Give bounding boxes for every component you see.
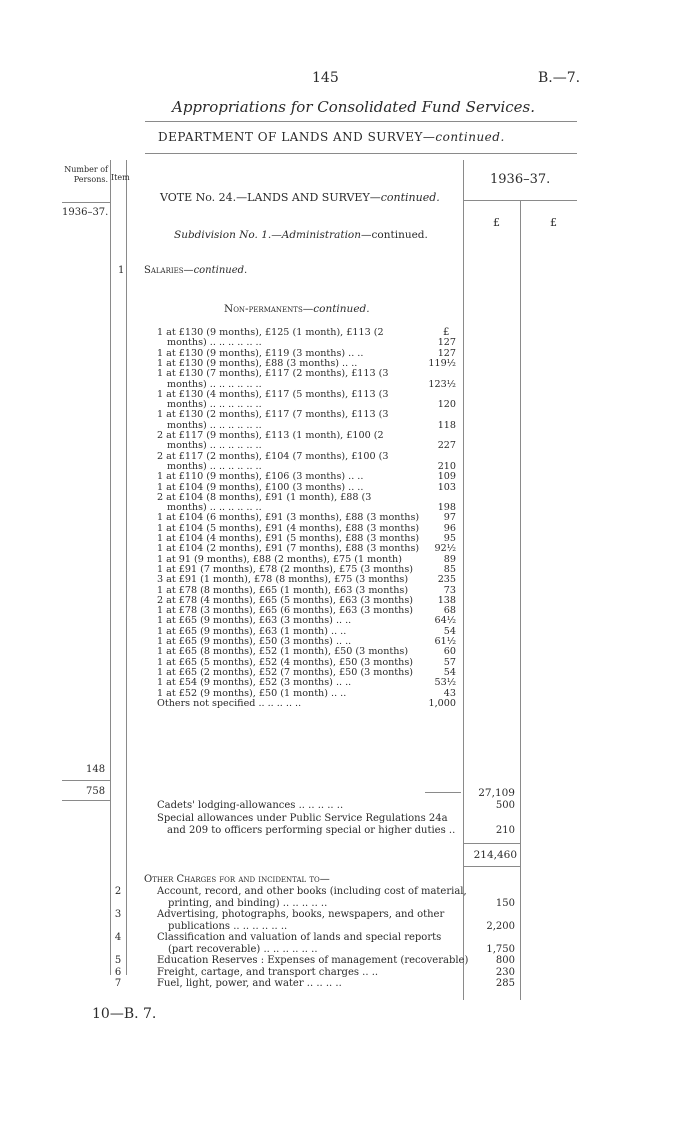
amount-column-rule-middle [520,200,521,1000]
non-permanent-row-amount: 127 [437,347,456,359]
non-permanent-row-amount: 235 [437,574,456,586]
item-column-rule-right [126,160,127,975]
non-permanent-row-text: 1 at £104 (5 months), £91 (4 months), £88 (3 months) [157,522,420,534]
non-permanent-row-amount: 73 [443,584,456,596]
non-permanent-row-amount: 103 [437,481,456,493]
non-permanent-row-amount: 61½ [434,636,456,647]
document-reference: B.—7. [538,70,581,86]
other-charges-heading: Other Charges for and incidental to— [144,874,330,885]
other-charge-text: printing, and binding) .. .. .. .. .. [168,897,328,909]
grand-total-rule-top [463,843,520,844]
non-permanent-row-amount: 1,000 [428,697,456,709]
non-permanent-row-amount: 89 [443,553,456,565]
non-permanent-row-text: 1 at £104 (2 months), £91 (7 months), £88 (3 months) [157,543,420,555]
other-charge-item-number: 2 [114,886,122,897]
allowance-amount: 210 [495,824,515,836]
number-of-persons-header: Number of Persons. [64,165,108,184]
non-permanent-row-amount: 68 [443,605,456,617]
non-permanent-row-text: 2 at £104 (8 months), £91 (1 month), £88 (3 [157,491,372,503]
allowance-text: Special allowances under Public Service Regulations 24a [157,813,448,824]
other-charge-amount: 230 [495,966,515,978]
other-charge-text: Advertising, photographs, books, newspapers, and other [157,909,445,920]
item-column-rule-left [110,160,111,975]
non-permanent-row-amount: 53½ [434,677,456,689]
non-permanent-row-amount: 227 [437,440,456,452]
non-permanent-row-text: months) .. .. .. .. .. .. [167,337,262,349]
pound-sign-column-1: £ [493,216,500,229]
non-permanent-row-text: 1 at £65 (9 months), £50 (3 months) .. .. [157,636,352,647]
non-permanent-row-text: 1 at £104 (6 months), £91 (3 months), £88 (3 months) [157,512,420,524]
pound-sign-column-2: £ [550,216,557,229]
non-permanent-row-text: 2 at £117 (9 months), £113 (1 month), £100 (2 [157,430,384,441]
non-permanent-row-amount: 109 [437,471,456,483]
non-permanent-row-text: 3 at £91 (1 month), £78 (8 months), £75 (3 months) [157,574,409,586]
non-permanent-row-amount: 127 [437,337,456,349]
non-permanent-row-amount: 57 [443,656,456,668]
department-heading: DEPARTMENT OF LANDS AND SURVEY—continued. [158,130,505,144]
other-charge-amount: 1,750 [486,943,515,955]
non-permanent-row-text: 2 at £78 (4 months), £65 (5 months), £63 (3 months) [157,594,414,606]
non-permanent-row-amount: 97 [443,512,456,524]
other-charge-item-number: 4 [114,932,122,943]
non-permanent-row-text: months) .. .. .. .. .. .. [167,440,262,452]
other-charge-text: publications .. .. .. .. .. .. [168,920,288,932]
other-charge-amount: 2,200 [486,920,515,932]
non-permanent-row-amount: 43 [443,687,456,699]
other-charge-amount: 285 [495,978,515,989]
allowance-amount: 500 [495,800,515,811]
item-header: Item [111,173,130,182]
non-permanent-row-text: 1 at £130 (2 months), £117 (7 months), £113 (3 [157,409,389,421]
non-permanent-row-text: 1 at £52 (9 months), £50 (1 month) .. .. [157,687,347,699]
non-permanent-row-amount: 120 [437,399,456,411]
non-permanent-row-text: 1 at £65 (5 months), £52 (4 months), £50 (3 months) [157,656,414,668]
non-permanent-row-text: 1 at £130 (9 months), £88 (3 months) .. .. [157,357,358,369]
other-charge-text: Classification and valuation of lands and special reports [157,932,442,943]
non-permanent-row-text: 1 at £130 (4 months), £117 (5 months), £113 (3 [157,388,389,400]
title-rule [145,121,577,122]
non-permanent-row-text: 1 at £65 (9 months), £63 (1 month) .. .. [157,625,347,637]
non-permanent-row-amount: 210 [437,460,456,472]
non-permanent-row-text: 1 at £78 (3 months), £65 (6 months), £63 (3 months) [157,605,414,617]
non-permanent-row-text: 1 at £78 (8 months), £65 (1 month), £63 (3 months) [157,584,409,596]
non-permanent-row-text: 1 at £65 (8 months), £52 (1 month), £50 (3 months) [157,646,409,658]
other-charge-amount: 800 [495,955,515,966]
non-permanent-row-amount: 118 [437,419,456,431]
amount-column-rule-left [463,160,464,1000]
year-header: 1936–37. [490,172,551,187]
non-permanents-total-rule [425,792,461,793]
grand-total-rule-bottom [463,866,520,867]
other-charge-item-number: 3 [114,909,122,920]
non-permanent-row-amount: 54 [443,666,456,678]
non-permanent-row-text: months) .. .. .. .. .. .. [167,399,262,411]
persons-subtotal-rule [62,780,110,781]
non-permanent-row-text: 2 at £117 (2 months), £104 (7 months), £100 (3 [157,450,389,462]
non-permanent-row-text: 1 at £130 (9 months), £119 (3 months) .. .. [157,347,364,359]
persons-count-758: 758 [86,786,106,797]
non-permanent-row-amount: 123½ [428,378,456,390]
other-charge-text: Freight, cartage, and transport charges .. .. [157,966,379,978]
allowance-text: and 209 to officers performing special or higher duties .. [167,824,456,836]
other-charge-text: Education Reserves : Expenses of management (recoverable) [157,955,469,966]
other-charge-item-number: 7 [114,978,122,989]
non-permanent-row-text: 1 at £130 (9 months), £125 (1 month), £113 (2 [157,327,384,338]
non-permanent-row-text: 1 at £54 (9 months), £52 (3 months) .. .. [157,677,352,689]
persons-total-rule [62,800,110,801]
non-permanent-row-text: 1 at £104 (4 months), £91 (5 months), £88 (3 months) [157,533,420,544]
non-permanent-row-amount: 54 [443,625,456,637]
vote-heading: VOTE No. 24.—LANDS AND SURVEY—continued. [160,191,440,204]
persons-year-label: 1936–37. [62,207,109,218]
other-charge-amount: 150 [495,897,515,909]
non-permanent-row-amount: 64½ [434,615,456,627]
non-permanent-row-text: 1 at £130 (7 months), £117 (2 months), £113 (3 [157,368,389,380]
non-permanent-row-text: 1 at £110 (9 months), £106 (3 months) .. .. [157,471,364,483]
non-permanent-row-text: 1 at 91 (9 months), £88 (2 months), £75 (1 month) [157,553,402,565]
year-header-rule [463,200,577,201]
other-charge-item-number: 6 [114,966,122,978]
non-permanents-pound-sign: £ [443,327,450,338]
non-permanent-row-text: Others not specified .. .. .. .. .. [157,697,302,709]
non-permanent-row-text: 1 at £104 (9 months), £100 (3 months) .. .. [157,481,364,493]
salaries-subtotal: 27,109 [478,787,515,799]
non-permanent-row-text: months) .. .. .. .. .. .. [167,460,262,472]
non-permanent-row-text: 1 at £65 (9 months), £63 (3 months) .. .. [157,615,352,627]
allowance-text: Cadets' lodging-allowances .. .. .. .. .. [157,800,344,811]
persons-count-148: 148 [86,764,106,775]
non-permanent-row-amount: 60 [443,646,456,658]
non-permanent-row-amount: 198 [437,502,456,514]
other-charge-text: Fuel, light, power, and water .. .. .. .. [157,978,342,989]
non-permanent-row-amount: 138 [437,594,456,606]
non-permanents-heading: Non-permanents—continued. [224,303,370,315]
page-number: 145 [312,70,339,86]
other-charge-item-number: 5 [114,955,122,966]
non-permanent-row-text: 1 at £65 (2 months), £52 (7 months), £50 (3 months) [157,666,414,678]
footer-reference: 10—B. 7. [92,1006,157,1022]
other-charge-text: Account, record, and other books (including cost of material, [157,886,467,897]
non-permanent-row-amount: 92½ [434,543,456,555]
non-permanent-row-text: 1 at £91 (7 months), £78 (2 months), £75 (3 months) [157,563,414,575]
non-permanent-row-amount: 95 [443,533,456,544]
non-permanent-row-text: months) .. .. .. .. .. .. [167,502,262,514]
salaries-heading: Salaries—continued. [144,265,248,276]
non-permanent-row-text: months) .. .. .. .. .. .. [167,378,262,390]
persons-header-rule [62,202,110,203]
non-permanent-row-text: months) .. .. .. .. .. .. [167,419,262,431]
other-charge-text: (part recoverable) .. .. .. .. .. .. [168,943,318,955]
non-permanent-row-amount: 85 [443,563,456,575]
salaries-item-number: 1 [118,265,125,276]
department-rule [145,153,577,154]
non-permanent-row-amount: 119½ [428,357,456,369]
page-title: Appropriations for Consolidated Fund Services. [172,98,536,116]
subdivision-heading: Subdivision No. 1.—Administration—continued. [174,229,428,241]
non-permanent-row-amount: 96 [443,522,456,534]
salaries-grand-total: 214,460 [473,849,517,861]
